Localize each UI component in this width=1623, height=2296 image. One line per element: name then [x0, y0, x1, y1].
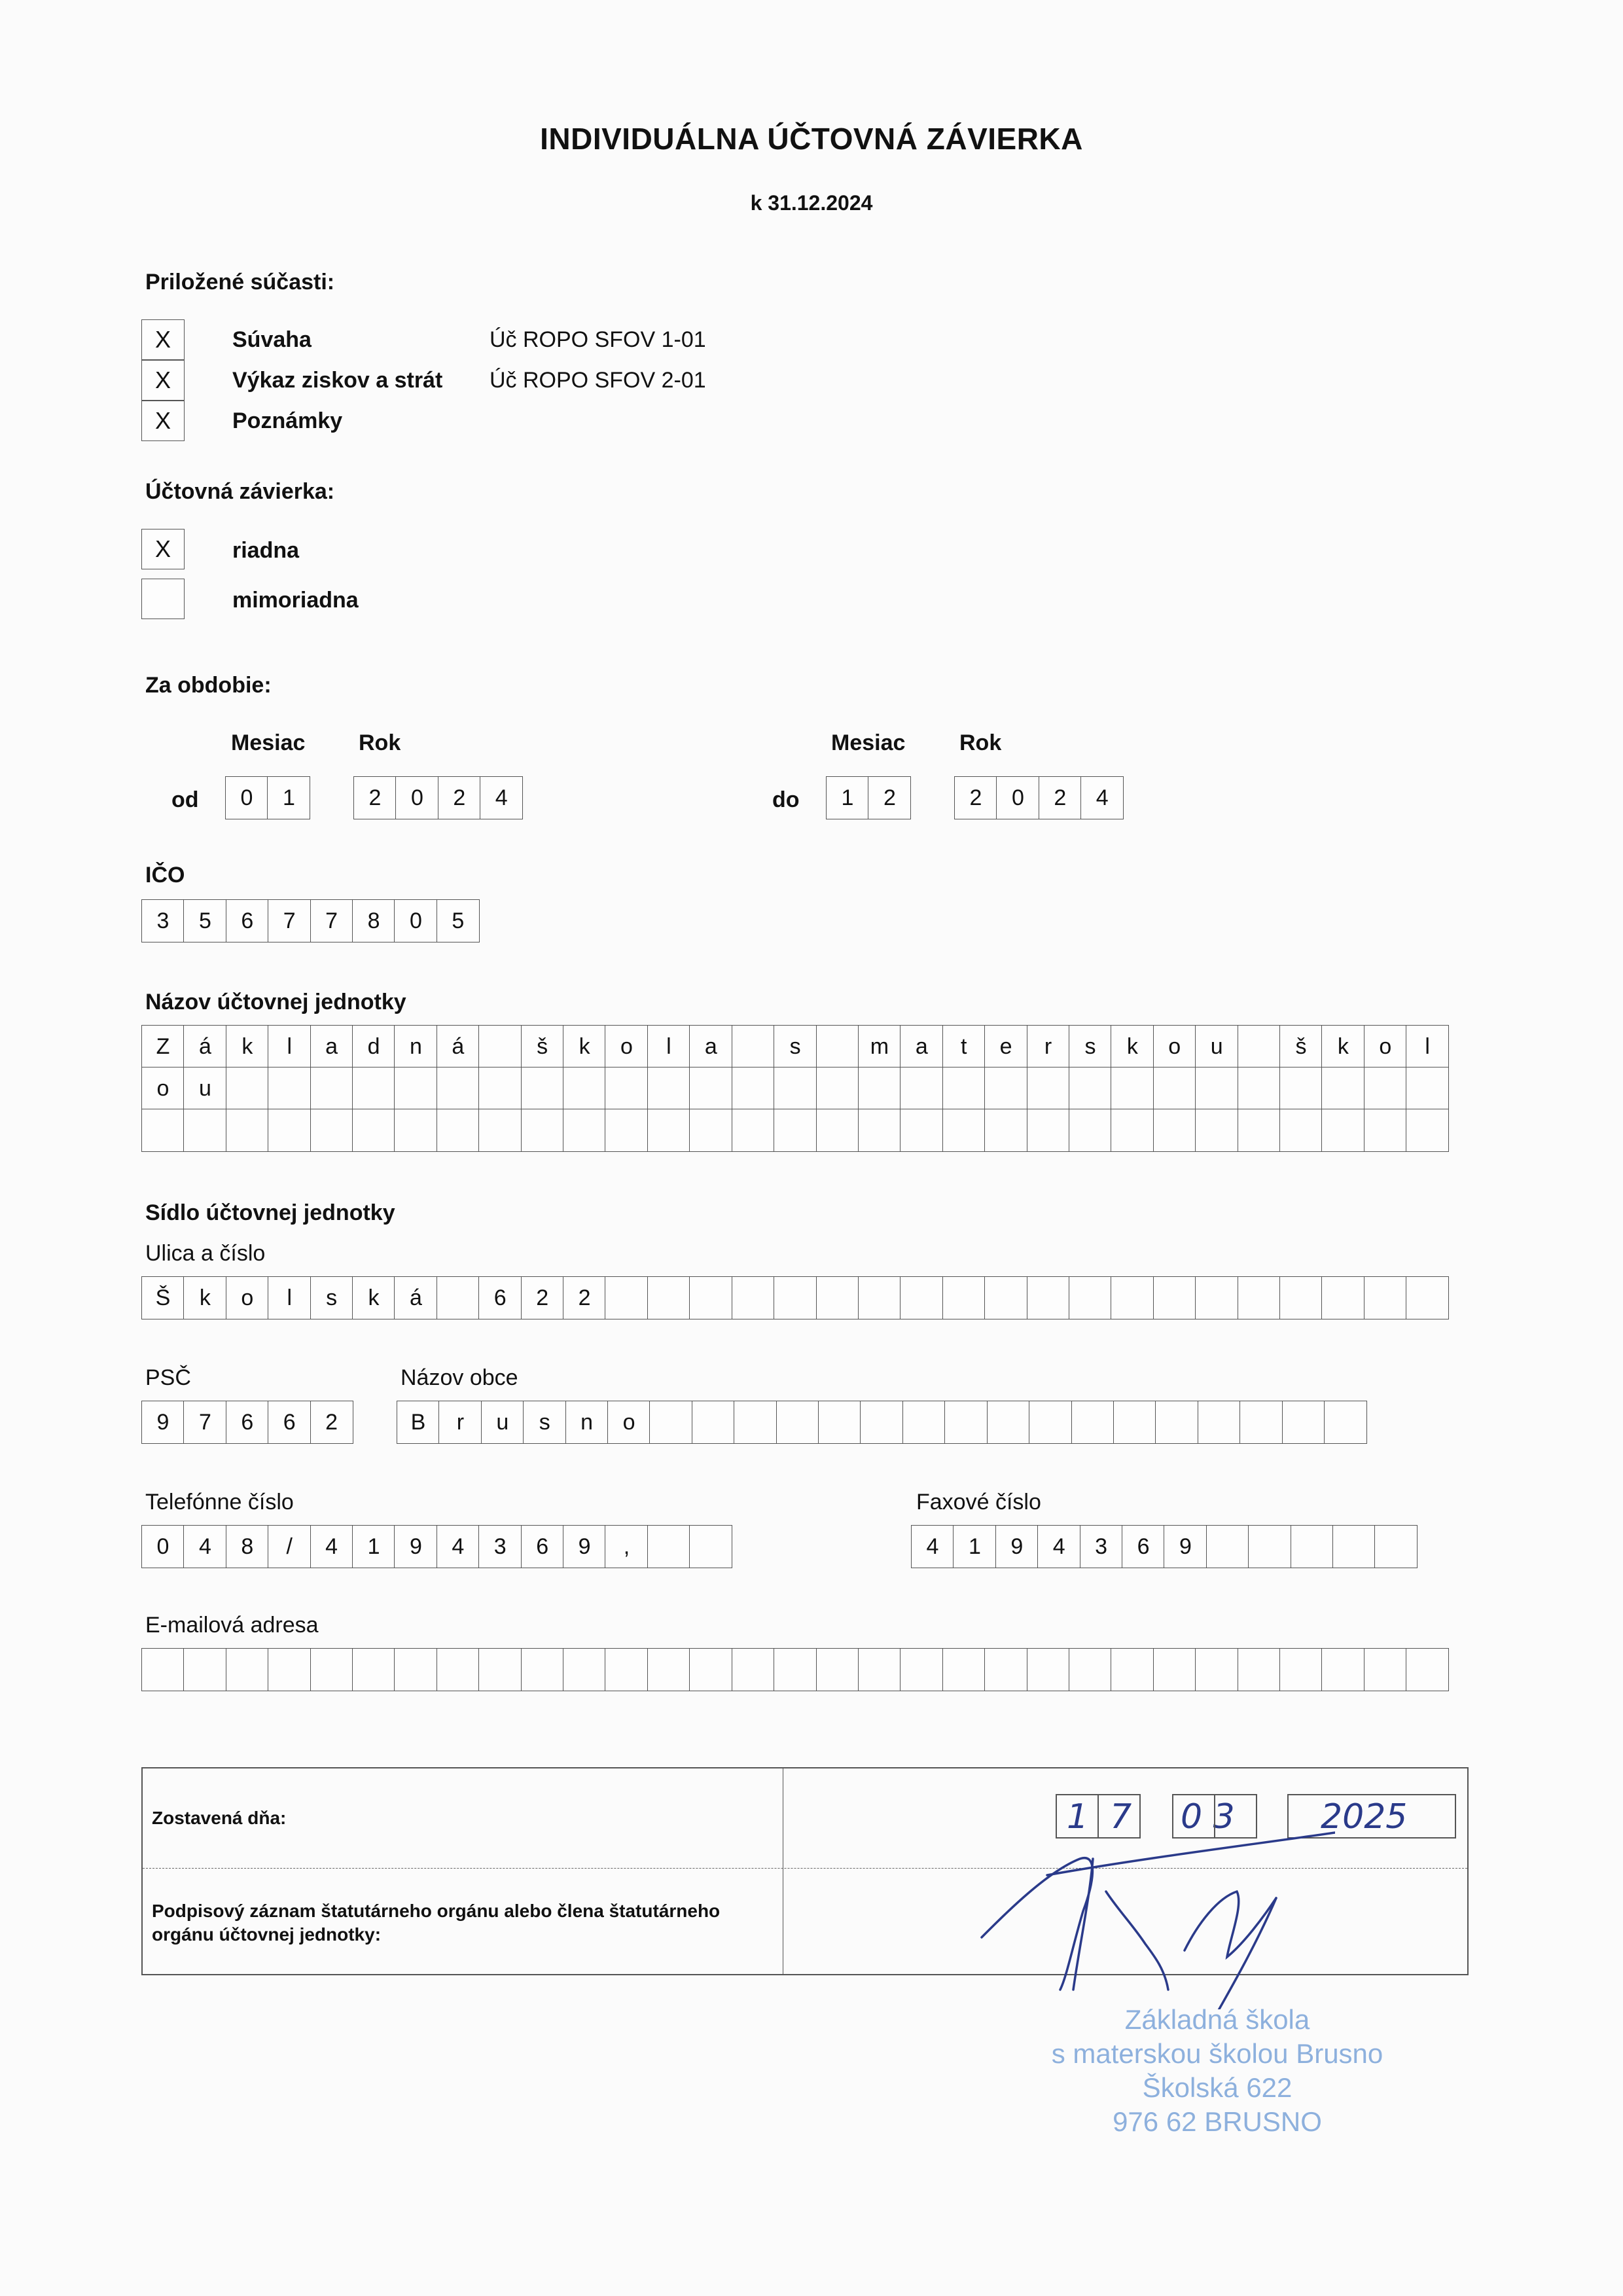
box-cell[interactable]: d [352, 1025, 395, 1068]
box-cell[interactable] [1279, 1067, 1323, 1110]
period-from-year-label: Rok [359, 730, 401, 755]
box-cell[interactable] [605, 1109, 648, 1152]
statement-type-heading: Účtovná závierka: [145, 479, 335, 504]
box-cell[interactable]: n [565, 1401, 609, 1444]
box-cell[interactable] [816, 1067, 859, 1110]
city-boxes[interactable] [397, 1401, 1367, 1444]
entity-name-row-1[interactable] [141, 1025, 1449, 1068]
box-cell[interactable] [437, 1109, 480, 1152]
box-cell[interactable] [816, 1025, 859, 1068]
box-cell[interactable] [1113, 1401, 1156, 1444]
box-cell[interactable]: k [183, 1276, 226, 1319]
box-cell[interactable]: o [1153, 1025, 1196, 1068]
box-cell[interactable]: t [942, 1025, 986, 1068]
ico-label: IČO [145, 863, 185, 888]
box-cell[interactable] [774, 1067, 817, 1110]
box-cell[interactable]: 0 [996, 776, 1039, 819]
box-cell[interactable] [900, 1067, 943, 1110]
box-cell[interactable] [689, 1276, 732, 1319]
box-cell[interactable] [141, 1648, 185, 1691]
box-cell[interactable] [1374, 1525, 1418, 1568]
box-cell[interactable]: 6 [226, 899, 269, 942]
document-date: k 31.12.2024 [750, 191, 873, 215]
box-cell[interactable]: B [397, 1401, 440, 1444]
box-cell[interactable] [1111, 1109, 1154, 1152]
box-cell[interactable] [563, 1109, 606, 1152]
box-cell[interactable] [1238, 1276, 1281, 1319]
box-cell[interactable] [987, 1401, 1030, 1444]
box-cell[interactable] [268, 1109, 311, 1152]
box-cell[interactable]: 2 [521, 1276, 564, 1319]
box-cell[interactable] [1069, 1109, 1112, 1152]
box-cell[interactable]: 2 [563, 1276, 606, 1319]
box-cell[interactable] [1279, 1109, 1323, 1152]
attachment-code-vykaz: Úč ROPO SFOV 2-01 [490, 368, 706, 393]
city-label: Názov obce [401, 1365, 518, 1390]
box-cell[interactable]: 3 [141, 899, 185, 942]
box-cell[interactable] [942, 1067, 986, 1110]
box-cell[interactable]: m [858, 1025, 901, 1068]
box-cell[interactable]: s [1069, 1025, 1112, 1068]
box-cell[interactable] [647, 1525, 690, 1568]
box-cell[interactable] [1240, 1401, 1283, 1444]
box-cell[interactable] [521, 1067, 564, 1110]
box-cell[interactable]: 2 [954, 776, 997, 819]
phone-boxes[interactable] [141, 1525, 732, 1568]
box-cell[interactable] [437, 1276, 480, 1319]
box-cell[interactable] [1195, 1276, 1238, 1319]
box-cell[interactable] [141, 1109, 185, 1152]
box-cell[interactable] [984, 1067, 1027, 1110]
period-to-label: do [772, 787, 800, 812]
box-cell[interactable] [858, 1648, 901, 1691]
box-cell[interactable]: o [141, 1067, 185, 1110]
box-cell[interactable] [689, 1067, 732, 1110]
compiled-month-digit: 3 [1213, 1797, 1235, 1837]
box-cell[interactable]: š [1279, 1025, 1323, 1068]
box-cell[interactable]: 4 [480, 776, 523, 819]
box-cell[interactable]: 6 [478, 1276, 522, 1319]
compiled-year-digit: 2 [1364, 1797, 1386, 1837]
box-cell[interactable]: 6 [226, 1401, 269, 1444]
box-cell[interactable] [268, 1067, 311, 1110]
box-cell[interactable]: a [900, 1025, 943, 1068]
box-cell[interactable] [1406, 1648, 1449, 1691]
box-cell[interactable] [183, 1109, 226, 1152]
box-cell[interactable]: , [605, 1525, 648, 1568]
box-cell[interactable] [818, 1401, 861, 1444]
box-cell[interactable]: 2 [868, 776, 911, 819]
box-cell[interactable] [352, 1067, 395, 1110]
box-cell[interactable]: 9 [1164, 1525, 1207, 1568]
box-cell[interactable] [1238, 1109, 1281, 1152]
box-cell[interactable]: 9 [995, 1525, 1039, 1568]
box-cell[interactable] [1321, 1109, 1364, 1152]
box-cell[interactable] [1153, 1109, 1196, 1152]
box-cell[interactable]: l [268, 1025, 311, 1068]
box-cell[interactable]: 5 [183, 899, 226, 942]
box-cell[interactable]: l [268, 1276, 311, 1319]
box-cell[interactable] [394, 1648, 437, 1691]
attachment-checkbox-poznamky[interactable]: X [141, 401, 185, 441]
box-cell[interactable]: 9 [394, 1525, 437, 1568]
box-cell[interactable]: á [437, 1025, 480, 1068]
compiled-year-digit: 5 [1385, 1797, 1408, 1837]
box-cell[interactable] [942, 1648, 986, 1691]
box-cell[interactable] [984, 1109, 1027, 1152]
box-cell[interactable] [1069, 1276, 1112, 1319]
box-cell[interactable] [1195, 1109, 1238, 1152]
box-cell[interactable] [902, 1401, 946, 1444]
phone-label: Telefónne číslo [145, 1490, 294, 1515]
box-cell[interactable]: 4 [1037, 1525, 1080, 1568]
box-cell[interactable]: / [268, 1525, 311, 1568]
box-cell[interactable] [521, 1648, 564, 1691]
box-cell[interactable] [394, 1109, 437, 1152]
box-cell[interactable]: k [563, 1025, 606, 1068]
box-cell[interactable]: 4 [310, 1525, 353, 1568]
box-cell[interactable] [437, 1067, 480, 1110]
box-cell[interactable] [1111, 1067, 1154, 1110]
box-cell[interactable]: k [352, 1276, 395, 1319]
box-cell[interactable] [689, 1648, 732, 1691]
box-cell[interactable]: o [226, 1276, 269, 1319]
box-cell[interactable] [1321, 1067, 1364, 1110]
box-cell[interactable]: 6 [521, 1525, 564, 1568]
box-cell[interactable] [394, 1067, 437, 1110]
box-cell[interactable] [1324, 1401, 1367, 1444]
compiled-day-digit: 1 [1067, 1797, 1089, 1837]
period-from-year-boxes[interactable] [353, 776, 523, 819]
period-from-month-label: Mesiac [231, 730, 306, 755]
box-cell[interactable] [858, 1109, 901, 1152]
box-cell[interactable] [776, 1401, 819, 1444]
box-cell[interactable]: l [1406, 1025, 1449, 1068]
box-cell[interactable]: r [438, 1401, 482, 1444]
box-cell[interactable] [1027, 1109, 1070, 1152]
box-cell[interactable] [1364, 1067, 1407, 1110]
box-cell[interactable]: 1 [352, 1525, 395, 1568]
box-cell[interactable] [1291, 1525, 1334, 1568]
box-cell[interactable] [310, 1109, 353, 1152]
box-cell[interactable] [858, 1067, 901, 1110]
box-cell[interactable]: o [607, 1401, 651, 1444]
entity-name-label: Názov účtovnej jednotky [145, 990, 406, 1014]
box-cell[interactable]: 4 [183, 1525, 226, 1568]
box-cell[interactable]: š [521, 1025, 564, 1068]
statement-checkbox-mimoriadna[interactable] [141, 579, 185, 619]
box-cell[interactable]: 7 [310, 899, 353, 942]
box-cell[interactable]: 9 [563, 1525, 606, 1568]
box-cell[interactable] [774, 1648, 817, 1691]
box-cell[interactable]: u [481, 1401, 524, 1444]
box-cell[interactable] [1406, 1109, 1449, 1152]
box-cell[interactable]: 1 [953, 1525, 996, 1568]
period-from-month-boxes[interactable] [225, 776, 310, 819]
box-cell[interactable] [1195, 1648, 1238, 1691]
box-cell[interactable] [1153, 1648, 1196, 1691]
box-cell[interactable]: k [226, 1025, 269, 1068]
stamp-line: s materskou školou Brusno [1051, 2038, 1383, 2069]
box-cell[interactable] [647, 1276, 690, 1319]
box-cell[interactable] [1153, 1276, 1196, 1319]
attachment-code-suvaha: Úč ROPO SFOV 1-01 [490, 327, 706, 352]
box-cell[interactable] [734, 1401, 777, 1444]
box-cell[interactable]: 1 [267, 776, 310, 819]
signatory-label: Podpisový záznam štatutárneho orgánu alebo člena štatutárneho orgánu účtovnej jednotky: [152, 1901, 721, 1945]
box-cell[interactable] [605, 1067, 648, 1110]
box-cell[interactable] [1238, 1025, 1281, 1068]
attachment-label-suvaha: Súvaha [232, 327, 312, 352]
box-cell[interactable] [647, 1067, 690, 1110]
school-stamp [1021, 2003, 1414, 2139]
address-heading: Sídlo účtovnej jednotky [145, 1200, 395, 1225]
attachment-checkbox-suvaha[interactable]: X [141, 319, 185, 360]
stamp-line: 976 62 BRUSNO [1113, 2106, 1322, 2137]
compiled-year-digit: 2 [1321, 1797, 1343, 1837]
box-cell[interactable] [816, 1109, 859, 1152]
box-cell[interactable] [732, 1067, 775, 1110]
box-cell[interactable] [732, 1025, 775, 1068]
box-cell[interactable]: k [1321, 1025, 1364, 1068]
box-cell[interactable]: 5 [437, 899, 480, 942]
box-cell[interactable] [310, 1067, 353, 1110]
box-cell[interactable] [1111, 1276, 1154, 1319]
box-cell[interactable] [647, 1109, 690, 1152]
compiled-month-digit: 0 [1181, 1797, 1203, 1837]
box-cell[interactable] [1027, 1648, 1070, 1691]
box-cell[interactable]: 0 [225, 776, 268, 819]
box-cell[interactable]: 2 [353, 776, 397, 819]
document-title: INDIVIDUÁLNA ÚČTOVNÁ ZÁVIERKA [540, 122, 1083, 156]
box-cell[interactable] [692, 1401, 735, 1444]
box-cell[interactable]: 3 [478, 1525, 522, 1568]
box-cell[interactable]: á [394, 1276, 437, 1319]
box-cell[interactable] [1206, 1525, 1249, 1568]
email-label: E-mailová adresa [145, 1613, 319, 1638]
box-cell[interactable] [774, 1276, 817, 1319]
box-cell[interactable] [605, 1276, 648, 1319]
box-cell[interactable]: 2 [310, 1401, 353, 1444]
box-cell[interactable] [1153, 1067, 1196, 1110]
box-cell[interactable]: 4 [1080, 776, 1124, 819]
box-cell[interactable]: s [774, 1025, 817, 1068]
psc-boxes[interactable] [141, 1401, 353, 1444]
period-to-year-label: Rok [959, 730, 1002, 755]
box-cell[interactable]: e [984, 1025, 1027, 1068]
fax-boxes[interactable] [911, 1525, 1418, 1568]
box-cell[interactable]: 0 [141, 1525, 185, 1568]
box-cell[interactable]: 1 [826, 776, 869, 819]
box-cell[interactable] [984, 1648, 1027, 1691]
box-cell[interactable] [900, 1276, 943, 1319]
box-cell[interactable] [1279, 1648, 1323, 1691]
stamp-line: Základná škola [1124, 2004, 1310, 2035]
box-cell[interactable] [732, 1276, 775, 1319]
box-cell[interactable] [1364, 1276, 1407, 1319]
box-cell[interactable]: Z [141, 1025, 185, 1068]
box-cell[interactable] [1364, 1648, 1407, 1691]
compiled-date-label: Zostavená dňa: [152, 1808, 287, 1828]
period-to-month-boxes[interactable] [826, 776, 911, 819]
box-cell[interactable] [1406, 1276, 1449, 1319]
box-cell[interactable]: 2 [438, 776, 481, 819]
box-cell[interactable] [478, 1109, 522, 1152]
box-cell[interactable] [689, 1525, 732, 1568]
attachments-heading: Priložené súčasti: [145, 270, 335, 295]
box-cell[interactable]: 3 [1080, 1525, 1123, 1568]
box-cell[interactable] [900, 1109, 943, 1152]
box-cell[interactable] [268, 1648, 311, 1691]
psc-label: PSČ [145, 1365, 191, 1390]
box-cell[interactable] [732, 1109, 775, 1152]
box-cell[interactable] [860, 1401, 903, 1444]
box-cell[interactable] [1238, 1648, 1281, 1691]
box-cell[interactable] [984, 1276, 1027, 1319]
box-cell[interactable]: o [1364, 1025, 1407, 1068]
box-cell[interactable] [942, 1276, 986, 1319]
fax-label: Faxové číslo [916, 1490, 1041, 1515]
box-cell[interactable] [352, 1109, 395, 1152]
box-cell[interactable] [1069, 1648, 1112, 1691]
box-cell[interactable] [352, 1648, 395, 1691]
box-cell[interactable]: 2 [1039, 776, 1082, 819]
box-cell[interactable]: 4 [911, 1525, 954, 1568]
box-cell[interactable]: 0 [395, 776, 438, 819]
box-cell[interactable]: á [183, 1025, 226, 1068]
box-cell[interactable] [1364, 1109, 1407, 1152]
compiled-year-digit: 0 [1342, 1797, 1364, 1837]
box-cell[interactable]: a [310, 1025, 353, 1068]
box-cell[interactable] [647, 1648, 690, 1691]
box-cell[interactable]: Š [141, 1276, 185, 1319]
box-cell[interactable] [649, 1401, 692, 1444]
box-cell[interactable] [1332, 1525, 1376, 1568]
box-cell[interactable]: l [647, 1025, 690, 1068]
box-cell[interactable] [816, 1648, 859, 1691]
box-cell[interactable] [774, 1109, 817, 1152]
attachment-checkbox-vykaz[interactable]: X [141, 360, 185, 401]
box-cell[interactable] [1155, 1401, 1198, 1444]
box-cell[interactable]: u [183, 1067, 226, 1110]
signature-scribble [969, 1793, 1335, 2009]
box-cell[interactable]: 8 [352, 899, 395, 942]
box-cell[interactable] [226, 1648, 269, 1691]
box-cell[interactable] [605, 1648, 648, 1691]
box-cell[interactable]: 7 [268, 899, 311, 942]
box-cell[interactable]: 6 [1122, 1525, 1165, 1568]
box-cell[interactable] [1238, 1067, 1281, 1110]
box-cell[interactable] [1321, 1648, 1364, 1691]
box-cell[interactable] [478, 1025, 522, 1068]
box-cell[interactable]: k [1111, 1025, 1154, 1068]
box-cell[interactable] [478, 1067, 522, 1110]
period-to-month-label: Mesiac [831, 730, 906, 755]
box-cell[interactable] [1111, 1648, 1154, 1691]
box-cell[interactable] [1198, 1401, 1241, 1444]
box-cell[interactable]: o [605, 1025, 648, 1068]
box-cell[interactable] [226, 1067, 269, 1110]
box-cell[interactable]: 6 [268, 1401, 311, 1444]
street-label: Ulica a číslo [145, 1241, 266, 1266]
box-cell[interactable] [1248, 1525, 1291, 1568]
box-cell[interactable] [521, 1109, 564, 1152]
box-cell[interactable]: u [1195, 1025, 1238, 1068]
box-cell[interactable] [1195, 1067, 1238, 1110]
entity-name-row-2[interactable] [141, 1067, 1449, 1110]
box-cell[interactable]: s [523, 1401, 566, 1444]
box-cell[interactable] [1279, 1276, 1323, 1319]
box-cell[interactable] [478, 1648, 522, 1691]
box-cell[interactable] [1321, 1276, 1364, 1319]
box-cell[interactable] [689, 1109, 732, 1152]
box-cell[interactable]: 8 [226, 1525, 269, 1568]
box-cell[interactable] [942, 1109, 986, 1152]
box-cell[interactable] [183, 1648, 226, 1691]
box-cell[interactable]: 0 [394, 899, 437, 942]
ico-boxes[interactable] [141, 899, 480, 942]
statement-label-riadna: riadna [232, 538, 300, 563]
box-cell[interactable] [732, 1648, 775, 1691]
period-from-label: od [171, 787, 199, 812]
statement-label-mimoriadna: mimoriadna [232, 588, 359, 613]
box-cell[interactable] [1282, 1401, 1325, 1444]
box-cell[interactable] [226, 1109, 269, 1152]
box-cell[interactable] [563, 1648, 606, 1691]
box-cell[interactable]: n [394, 1025, 437, 1068]
box-cell[interactable] [1029, 1401, 1072, 1444]
compiled-day-digit: 7 [1110, 1797, 1132, 1837]
box-cell[interactable] [1027, 1276, 1070, 1319]
attachment-label-vykaz: Výkaz ziskov a strát [232, 368, 443, 393]
attachment-label-poznamky: Poznámky [232, 408, 343, 433]
stamp-line: Školská 622 [1142, 2072, 1293, 2103]
box-cell[interactable] [1027, 1067, 1070, 1110]
box-cell[interactable] [858, 1276, 901, 1319]
box-cell[interactable] [816, 1276, 859, 1319]
box-cell[interactable]: 4 [437, 1525, 480, 1568]
box-cell[interactable] [944, 1401, 988, 1444]
email-boxes[interactable] [141, 1648, 1449, 1691]
period-to-year-boxes[interactable] [954, 776, 1124, 819]
box-cell[interactable] [563, 1067, 606, 1110]
period-heading: Za obdobie: [145, 673, 272, 698]
box-cell[interactable]: a [689, 1025, 732, 1068]
street-boxes[interactable] [141, 1276, 1449, 1319]
box-cell[interactable] [437, 1648, 480, 1691]
box-cell[interactable] [310, 1648, 353, 1691]
box-cell[interactable] [1406, 1067, 1449, 1110]
box-cell[interactable] [900, 1648, 943, 1691]
box-cell[interactable]: 7 [183, 1401, 226, 1444]
box-cell[interactable]: r [1027, 1025, 1070, 1068]
box-cell[interactable]: 9 [141, 1401, 185, 1444]
box-cell[interactable]: s [310, 1276, 353, 1319]
entity-name-row-3[interactable] [141, 1109, 1449, 1152]
box-cell[interactable] [1071, 1401, 1115, 1444]
statement-checkbox-riadna[interactable]: X [141, 529, 185, 569]
box-cell[interactable] [1069, 1067, 1112, 1110]
